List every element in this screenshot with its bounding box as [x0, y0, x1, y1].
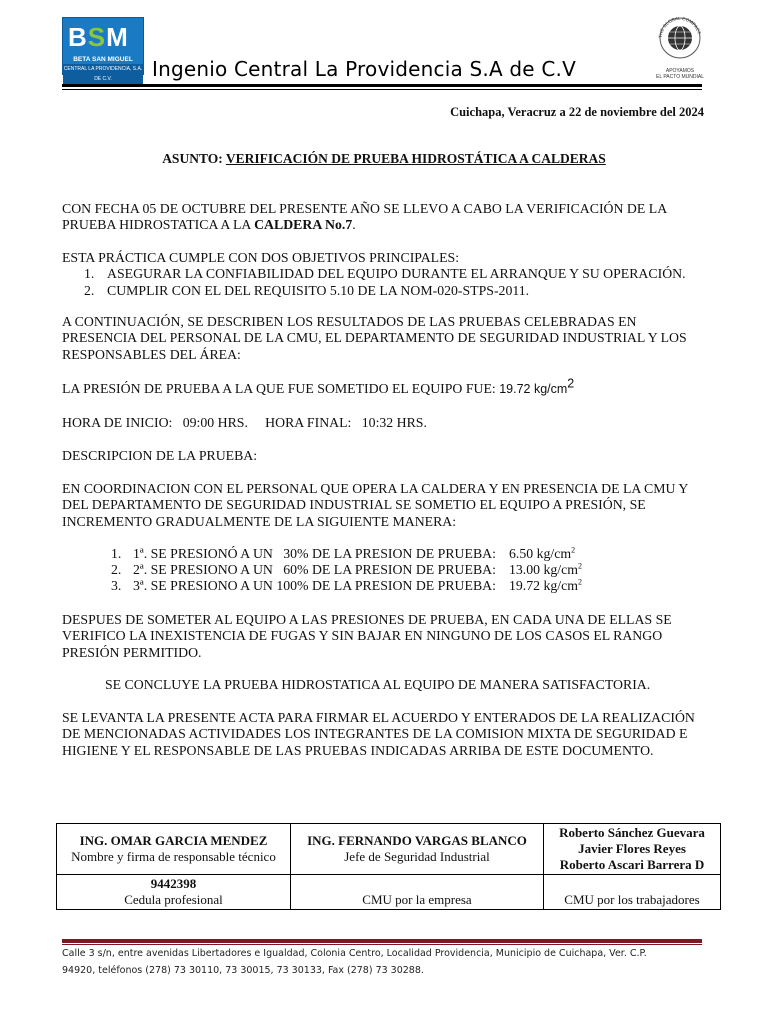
badge-ring-text: THE GLOBAL COMPACT	[657, 15, 702, 39]
logo-letter-b: B	[68, 21, 88, 52]
start-time-value: 09:00 HRS.	[182, 415, 248, 430]
test-pressure-label: LA PRESIÓN DE PRUEBA A LA QUE FUE SOMETIDO EL EQUIPO FUE:	[62, 381, 500, 396]
verification-paragraph: DESPUES DE SOMETER AL EQUIPO A LAS PRESIONES DE PRUEBA, EN CADA UNA DE ELLAS SE VERIFICO LA INEXISTENCIA DE FUGAS Y SIN BAJAR EN NINGUNO DE LOS CASOS EL RANGO PRESIÓN PERMITIDO.	[62, 612, 672, 660]
bsm-logo	[62, 17, 144, 82]
signer-name: Roberto Ascari Barrera D	[559, 857, 705, 872]
step-number: 1.	[111, 546, 122, 561]
signer-name: ING. OMAR GARCIA MENDEZ	[79, 833, 268, 848]
signer-role: Nombre y firma de responsable técnico	[71, 849, 276, 864]
intro-text: CON FECHA 05 DE OCTUBRE DEL PRESENTE AÑO SE LLEVO A CABO LA VERIFICACIÓN DE LA PRUEBA HIDROSTATICA A LA	[62, 201, 667, 233]
pressure-step	[111, 545, 576, 562]
objective-text: CUMPLIR CON EL DEL REQUISITO 5.10 DE LA NOM-020-STPS-2011.	[107, 283, 530, 298]
footer-rule-thick	[62, 939, 702, 943]
objective-item	[84, 283, 530, 299]
test-pressure-line	[62, 376, 712, 397]
signer-name: Javier Flores Reyes	[578, 841, 686, 856]
signature-cell-safety	[291, 824, 544, 875]
objective-text: ASEGURAR LA CONFIABILIDAD DEL EQUIPO DURANTE EL ARRANQUE Y SU OPERACIÓN.	[107, 266, 686, 281]
signature-cell-license	[57, 875, 291, 910]
test-pressure-exponent: 2	[567, 376, 575, 391]
logo-letter-m: M	[106, 21, 129, 52]
step-value	[509, 578, 582, 594]
intro-paragraph	[62, 201, 712, 234]
objective-item	[84, 266, 686, 282]
step-value-text: 13.00 kg/cm	[509, 562, 578, 577]
badge-caption	[652, 68, 708, 80]
signer-name: ING. FERNANDO VARGAS BLANCO	[307, 833, 527, 848]
signer-name: Roberto Sánchez Guevara	[559, 825, 705, 840]
signature-table	[56, 823, 721, 910]
signature-row-names	[57, 824, 721, 875]
pressure-step	[111, 577, 582, 594]
objective-number: 2.	[84, 283, 95, 298]
step-text: 2ª. SE PRESIONO A UN 60% DE LA PRESION DE PRUEBA:	[133, 562, 496, 577]
header-rule-thick	[62, 84, 702, 87]
step-text: 3ª. SE PRESIONO A UN 100% DE LA PRESION DE PRUEBA:	[133, 578, 496, 593]
signature-cell-workers-label: CMU por los trabajadores	[544, 875, 721, 910]
step-number: 3.	[111, 578, 122, 593]
intro-period: .	[352, 217, 356, 233]
subject-line	[0, 151, 768, 167]
step-value-exponent: 2	[577, 561, 582, 571]
end-time-label: HORA FINAL:	[265, 415, 352, 430]
subject-text: VERIFICACIÓN DE PRUEBA HIDROSTÁTICA A CALDERAS	[225, 151, 606, 166]
step-value-text: 6.50 kg/cm	[509, 546, 572, 561]
footer-line: Calle 3 s/n, entre avenidas Libertadores e Igualdad, Colonia Centro, Localidad Providencia, Municipio de Cuichapa, Ver. C.P.	[62, 948, 647, 959]
objective-number: 1.	[84, 266, 95, 281]
pressure-step	[111, 561, 582, 578]
badge-caption-line2: EL PACTO MUNDIAL	[656, 74, 704, 80]
description-text: EN COORDINACION CON EL PERSONAL QUE OPERA LA CALDERA Y EN PRESENCIA DE LA CMU Y DEL DEPARTAMENTO DE SEGURIDAD INDUSTRIAL SE SOMETIO EL EQUIPO A PRESIÓN, SE INCREMENTO GRADUALMENTE DE LA SIGUIENTE MANERA:	[62, 481, 688, 529]
closing-paragraph: SE LEVANTA LA PRESENTE ACTA PARA FIRMAR EL ACUERDO Y ENTERADOS DE LA REALIZACIÓN DE MENCIONADAS ACTIVIDADES LOS INTEGRANTES DE LA COMISION MIXTA DE SEGURIDAD E HIGIENE Y EL RESPONSABLE DE LAS PRUEBAS INDICADAS ARRIBA DE ESTE DOCUMENTO.	[62, 710, 695, 758]
company-name: Ingenio Central La Providencia S.A de C.V	[152, 57, 576, 81]
times-line	[62, 415, 712, 431]
signer-role: Jefe de Seguridad Industrial	[344, 849, 490, 864]
step-value	[509, 546, 575, 562]
signature-row-labels	[57, 875, 721, 910]
step-value-exponent: 2	[571, 545, 576, 555]
signature-cell-company: CMU por la empresa	[291, 875, 544, 910]
step-text: 1ª. SE PRESIONÓ A UN 30% DE LA PRESION DE PRUEBA:	[133, 546, 496, 561]
global-compact-badge	[652, 14, 708, 80]
globe-icon	[652, 14, 708, 68]
description-heading: DESCRIPCION DE LA PRUEBA:	[62, 448, 258, 463]
logo-wordmark	[63, 18, 143, 56]
step-value	[509, 562, 582, 578]
end-time-value: 10:32 HRS.	[361, 415, 427, 430]
header-rule-thin	[62, 89, 702, 90]
place-date: Cuichapa, Veracruz a 22 de noviembre del 2024	[450, 105, 704, 119]
test-pressure-value: 19.72 kg/cm	[499, 382, 568, 396]
step-value-text: 19.72 kg/cm	[509, 578, 578, 593]
logo-letter-s: S	[87, 21, 107, 52]
logo-subline: CENTRAL LA PROVIDENCIA, S.A. DE C.V.	[63, 66, 143, 82]
signature-cell-workers	[544, 824, 721, 875]
conclusion-paragraph: SE CONCLUYE LA PRUEBA HIDROSTATICA AL EQUIPO DE MANERA SATISFACTORIA.	[105, 677, 651, 692]
footer-line: 94920, teléfonos (278) 73 30110, 73 30015, 73 30133, Fax (278) 73 30288.	[62, 965, 424, 976]
badge-caption-line1: APOYAMOS	[665, 68, 695, 74]
step-value-exponent: 2	[577, 577, 582, 587]
start-time-label: HORA DE INICIO:	[62, 415, 173, 430]
professional-license-number: 9442398	[150, 876, 197, 891]
boiler-id: CALDERA No.7	[254, 217, 353, 233]
step-number: 2.	[111, 562, 122, 577]
professional-license-label: Cedula profesional	[124, 892, 223, 907]
signature-cell-technical	[57, 824, 291, 875]
results-intro: A CONTINUACIÓN, SE DESCRIBEN LOS RESULTADOS DE LAS PRUEBAS CELEBRADAS EN PRESENCIA DEL PERSONAL DE LA CMU, EL DEPARTAMENTO DE SEGURIDAD INDUSTRIAL Y LOS RESPONSABLES DEL ÁREA:	[62, 314, 687, 362]
logo-tagline: BETA SAN MIGUEL	[73, 56, 133, 63]
objectives-heading: ESTA PRÁCTICA CUMPLE CON DOS OBJETIVOS PRINCIPALES:	[62, 250, 460, 265]
footer-address	[62, 945, 712, 979]
subject-label: ASUNTO:	[162, 151, 226, 166]
